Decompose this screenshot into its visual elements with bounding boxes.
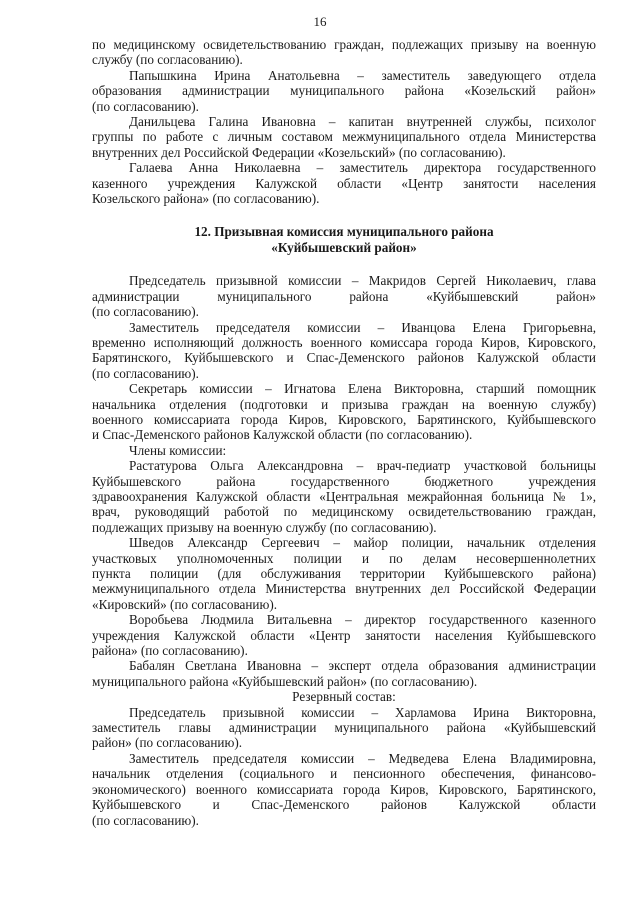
page-number: 16 xyxy=(313,14,327,29)
text-line: временно исполняющий должность военного комиссара города Киров, Кировского, xyxy=(92,334,596,350)
text-line: Бабалян Светлана Ивановна – эксперт отдела образования администрации xyxy=(129,658,596,674)
text-line: Председатель призывной комиссии – Харламова Ирина Викторовна, xyxy=(129,704,596,720)
text-line: администрации муниципального района «Куйбышевский район» xyxy=(92,288,596,304)
text-line: внутренних дел Российской Федерации «Козельский» (по согласованию). xyxy=(92,144,506,160)
text-line: Заместитель председателя комиссии – Медведева Елена Владимировна, xyxy=(129,750,596,766)
text-line: Члены комиссии: xyxy=(129,442,227,458)
text-line: и Спас-Деменского районов Калужской области (по согласованию). xyxy=(92,427,473,443)
text-line: Козельского района» (по согласованию). xyxy=(92,191,320,207)
text-line: начальника отделения (подготовки и призыва граждан на военную службу) xyxy=(92,396,596,412)
text-line: казенного учреждения Калужской области «Центр занятости населения xyxy=(92,175,596,191)
text-line: Шведов Александр Сергеевич – майор полиции, начальник отделения xyxy=(129,535,596,551)
text-line: экономического) военного комиссариата города Киров, Кировского, Барятинского, xyxy=(92,781,596,797)
text-line: образования администрации муниципального района «Козельский район» xyxy=(92,83,596,99)
paragraph-member xyxy=(92,458,596,535)
text-line: учреждения Калужской области «Центр занятости населения Куйбышевского xyxy=(92,627,596,643)
main-composition xyxy=(92,273,596,689)
text-line: (по согласованию). xyxy=(92,812,199,828)
text-line: (по согласованию). xyxy=(92,365,199,381)
text-line: Заместитель председателя комиссии – Иванцова Елена Григорьевна, xyxy=(129,319,596,335)
text-line: врач, руководящий работой по медицинскому освидетельствованию граждан, xyxy=(92,504,596,520)
paragraph xyxy=(92,114,596,160)
text-line: здравоохранения Калужской области «Центральная межрайонная больница № 1», xyxy=(92,488,596,504)
text-line: (по согласованию). xyxy=(92,98,199,114)
text-line: пункта полиции (для обслуживания территории Куйбышевского района) xyxy=(92,566,596,581)
text-line: муниципального района «Куйбышевский район» (по согласованию). xyxy=(92,673,478,689)
paragraph-secretary xyxy=(92,381,596,443)
paragraph-members-label xyxy=(92,443,596,458)
text-line: (по согласованию). xyxy=(92,304,199,320)
text-line: Папышкина Ирина Анатольевна – заместитель заведующего отдела xyxy=(129,67,596,83)
paragraph-chairman xyxy=(92,273,596,319)
text-line: Куйбышевского района государственного бюджетного учреждения xyxy=(92,473,596,489)
paragraph-reserve-chairman xyxy=(92,705,596,751)
text-line: группы по работе с личным составом межмуниципального отдела Министерства xyxy=(92,129,596,145)
reserve-composition xyxy=(92,689,596,828)
paragraph xyxy=(92,68,596,114)
reserve-heading: Резервный состав: xyxy=(292,689,396,705)
text-line: по медицинскому освидетельствованию граждан, подлежащих призыву на военную xyxy=(92,37,596,52)
paragraph xyxy=(92,160,596,206)
paragraph-member xyxy=(92,535,596,612)
intro-section xyxy=(92,37,596,206)
section-heading-line: «Куйбышевский район» xyxy=(271,239,417,255)
document-body xyxy=(92,37,596,828)
text-line: заместитель главы администрации муниципального района «Куйбышевский xyxy=(92,720,596,736)
text-line: «Кировский» (по согласованию). xyxy=(92,596,278,612)
paragraph-member xyxy=(92,658,596,689)
text-line: Секретарь комиссии – Игнатова Елена Викторовна, старший помощник xyxy=(129,381,596,397)
text-line: района» (по согласованию). xyxy=(92,643,248,659)
text-line: межмуниципального отдела Министерства внутренних дел Российской Федерации xyxy=(92,581,596,597)
text-line: Растатурова Ольга Александровна – врач-педиатр участковой больницы xyxy=(129,458,596,474)
paragraph-deputy xyxy=(92,320,596,382)
text-line: военного комиссариата города Киров, Кировского, Барятинского, Куйбышевского xyxy=(92,411,596,427)
paragraph-reserve-deputy xyxy=(92,751,596,828)
paragraph xyxy=(92,37,596,68)
text-line: Барятинского, Куйбышевского и Спас-Деменского районов Калужской области xyxy=(92,350,596,366)
text-line: службу (по согласованию). xyxy=(92,52,243,68)
text-line: район» (по согласованию). xyxy=(92,735,243,751)
section-heading-line: 12. Призывная комиссия муниципального района xyxy=(194,224,494,240)
text-line: Галаева Анна Николаевна – заместитель директора государственного xyxy=(129,160,596,176)
section-heading xyxy=(92,224,596,255)
text-line: начальник отделения (социального и пенсионного обеспечения, финансово- xyxy=(92,766,596,782)
text-line: Воробьева Людмила Витальевна – директор государственного казенного xyxy=(129,612,596,628)
text-line: Данильцева Галина Ивановна – капитан внутренней службы, психолог xyxy=(129,114,596,130)
text-line: участковых уполномоченных полиции и по делам несовершеннолетних xyxy=(92,550,596,566)
paragraph-member xyxy=(92,612,596,658)
text-line: Председатель призывной комиссии – Макридов Сергей Николаевич, глава xyxy=(129,273,596,289)
text-line: Куйбышевского и Спас-Деменского районов Калужской области xyxy=(92,797,596,813)
text-line: подлежащих призыву на военную службу (по согласованию). xyxy=(92,519,437,535)
